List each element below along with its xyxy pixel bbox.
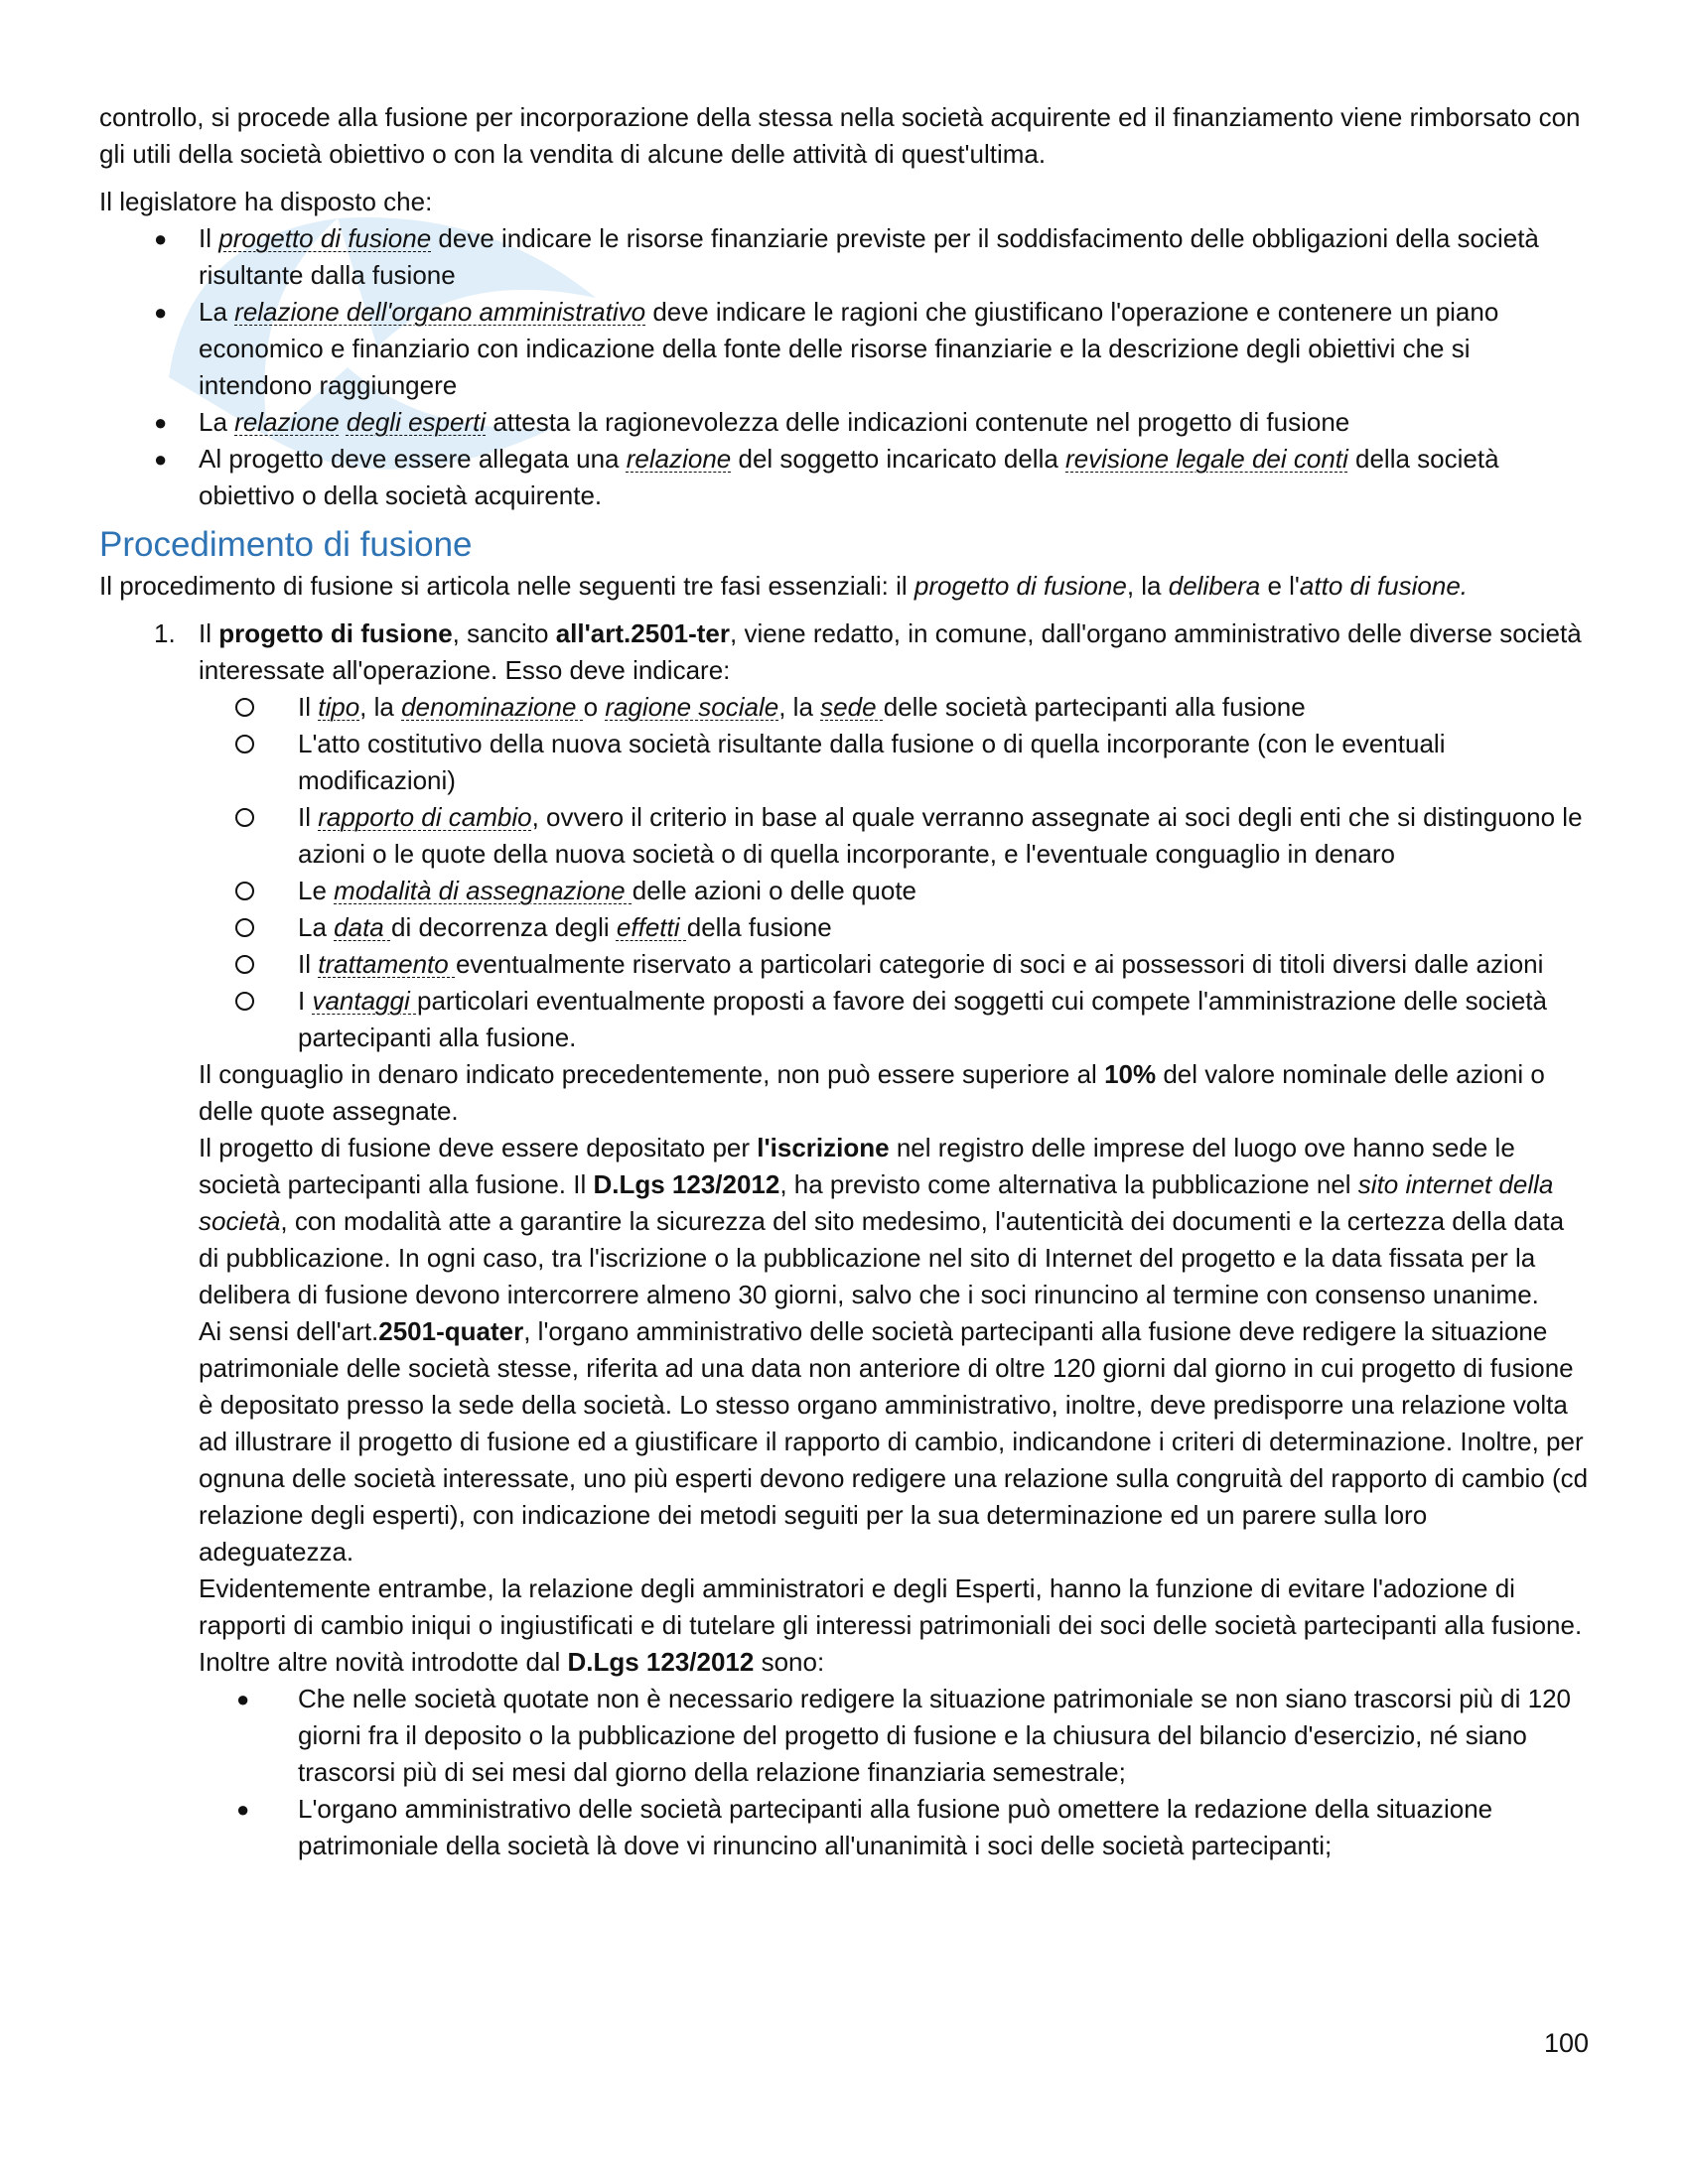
list-item: I vantaggi particolari eventualmente proposti a favore dei soggetti cui compete l'amministrazione delle società partecipanti alla fusione. — [99, 983, 1589, 1056]
bullet-icon: ● — [154, 447, 168, 472]
bullet-icon: ● — [236, 1797, 250, 1822]
list-item: ● La relazione degli esperti attesta la ragionevolezza delle indicazioni contenute nel progetto di fusione — [99, 404, 1589, 441]
list-item: Le modalità di assegnazione delle azioni o delle quote — [99, 873, 1589, 909]
bullet-icon: ● — [154, 300, 168, 325]
legislator-intro: Il legislatore ha disposto che: — [99, 187, 433, 216]
project-contents-list — [99, 689, 1589, 1056]
list-item: La data di decorrenza degli effetti della fusione — [99, 909, 1589, 946]
circle-bullet-icon — [235, 873, 254, 909]
paragraph-iscrizione: Il progetto di fusione deve essere depositato per l'iscrizione nel registro delle imprese del luogo ove hanno sede le società partecipanti alla fusione. Il D.Lgs 123/2012, ha previsto come alternativa la pubblicazione nel sito internet della società, con modalità atte a garantire la sicurezza del sito medesimo, l'autenticità dei documenti e la certezza della data di pubblicazione. In ogni caso, tra l'iscrizione o la pubblicazione nel sito di Internet del progetto e la data fissata per la delibera di fusione devono intercorrere almeno 30 giorni, salvo che i soci rinuncino al termine con consenso unanime. — [199, 1133, 1565, 1309]
paragraph-2501-quater: Ai sensi dell'art.2501-quater, l'organo amministrativo delle società partecipanti alla fusione deve redigere la situazione patrimoniale delle società stesse, riferita ad una data non anteriore di oltre 120 giorni dal giorno in cui progetto di fusione è depositato presso la sede della società. Lo stesso organo amministrativo, inoltre, deve predisporre una relazione volta ad illustrare il progetto di fusione ed a giustificare il rapporto di cambio, indicandone i criteri di determinazione. Inoltre, per ognuna delle società interessate, uno più esperti devono redigere una relazione sulla congruità del rapporto di cambio (cd relazione degli esperti), con indicazione dei metodi seguiti per la sua determinazione ed un parere sulla loro adeguatezza. — [199, 1316, 1589, 1567]
item-number: 1. — [154, 618, 176, 648]
list-item: Il tipo, la denominazione o ragione sociale, la sede delle società partecipanti alla fusione — [99, 689, 1589, 726]
paragraph-relazioni: Evidentemente entrambe, la relazione degli amministratori e degli Esperti, hanno la funzione di evitare l'adozione di rapporti di cambio iniqui o ingiustificati e di tutelare gli interessi patrimoniali dei soci delle società partecipanti alla fusione. Inoltre altre novità introdotte dal D.Lgs 123/2012 sono: — [199, 1573, 1583, 1677]
list-item: ● Al progetto deve essere allegata una relazione del soggetto incaricato della revisione legale dei conti della società obiettivo o della società acquirente. — [99, 441, 1589, 514]
page-number: 100 — [1543, 2028, 1589, 2058]
section-heading: Procedimento di fusione — [99, 525, 473, 564]
bullet-icon: ● — [154, 410, 168, 435]
list-item: ● L'organo amministrativo delle società partecipanti alla fusione può omettere la redazione della situazione patrimoniale della società là dove vi rinuncino all'unanimità i soci delle società partecipanti; — [99, 1791, 1589, 1864]
paragraph-conguaglio: Il conguaglio in denaro indicato precedentemente, non può essere superiore al 10% del valore nominale delle azioni o delle quote assegnate. — [199, 1059, 1545, 1126]
circle-bullet-icon — [235, 726, 254, 762]
legislator-list — [99, 220, 1589, 514]
list-item: Il trattamento eventualmente riservato a particolari categorie di soci e ai possessori di titoli diversi dalle azioni — [99, 946, 1589, 983]
list-item: Il rapporto di cambio, ovvero il criterio in base al quale verranno assegnate ai soci degli enti che si distinguono le azioni o le quote della nuova società o di quella incorporante, e l'eventuale conguaglio in denaro — [99, 799, 1589, 873]
bullet-icon: ● — [154, 226, 168, 251]
numbered-item-1: 1. Il progetto di fusione, sancito all'art.2501-ter, viene redatto, in comune, dall'organo amministrativo delle diverse società interessate all'operazione. Esso deve indicare: — [99, 615, 1589, 689]
circle-bullet-icon — [235, 983, 254, 1020]
circle-bullet-icon — [235, 946, 254, 983]
list-item: ● Il progetto di fusione deve indicare le risorse finanziarie previste per il soddisfacimento delle obbligazioni della società risultante dalla fusione — [99, 220, 1589, 294]
circle-bullet-icon — [235, 909, 254, 946]
bullet-icon: ● — [236, 1687, 250, 1711]
document-page — [99, 99, 1589, 1864]
intro-paragraph: controllo, si procede alla fusione per incorporazione della stessa nella società acquirente ed il finanziamento viene rimborsato con gli utili della società obiettivo o con la vendita di alcune delle attività di quest'ultima. — [99, 102, 1581, 169]
list-item: ● La relazione dell'organo amministrativo deve indicare le ragioni che giustificano l'operazione e contenere un piano economico e finanziario con indicazione della fonte delle risorse finanziarie e la descrizione degli obiettivi che si intendono raggiungere — [99, 294, 1589, 404]
list-item: ● Che nelle società quotate non è necessario redigere la situazione patrimoniale se non siano trascorsi più di 120 giorni fra il deposito o la pubblicazione del progetto di fusione e la chiusura del bilancio d'esercizio, né siano trascorsi più di sei mesi dal giorno della relazione finanziaria semestrale; — [99, 1681, 1589, 1791]
circle-bullet-icon — [235, 689, 254, 726]
list-item: L'atto costitutivo della nuova società risultante dalla fusione o di quella incorporante (con le eventuali modificazioni) — [99, 726, 1589, 799]
circle-bullet-icon — [235, 799, 254, 836]
section-intro: Il procedimento di fusione si articola nelle seguenti tre fasi essenziali: il progetto di fusione, la delibera e l'atto di fusione. — [99, 571, 1469, 601]
novita-list — [99, 1681, 1589, 1864]
